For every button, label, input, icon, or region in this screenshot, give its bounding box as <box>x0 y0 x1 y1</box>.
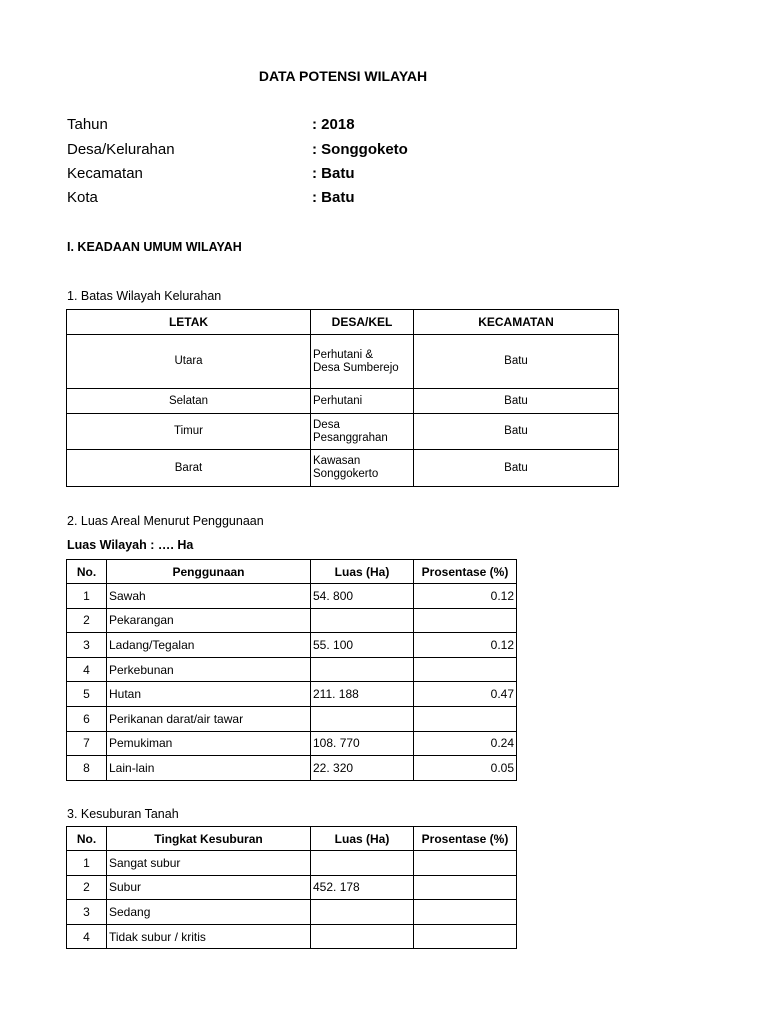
cell-no: 3 <box>67 633 107 658</box>
cell-no: 4 <box>67 657 107 682</box>
cell-letak: Barat <box>67 450 311 487</box>
header-no: No. <box>67 827 107 851</box>
cell-no: 6 <box>67 706 107 731</box>
cell-kecamatan: Batu <box>414 389 619 414</box>
cell-desa-line1: Desa <box>313 418 340 431</box>
table-row <box>67 756 517 781</box>
luas-areal-table <box>66 559 517 781</box>
cell-desa <box>311 450 414 487</box>
cell-desa-line2: Desa Sumberejo <box>313 361 399 374</box>
table-header-row <box>67 560 517 584</box>
header-no: No. <box>67 560 107 584</box>
cell-name: Sawah <box>107 584 311 609</box>
cell-luas <box>311 706 414 731</box>
cell-prosentase <box>414 851 517 876</box>
info-label-tahun: Tahun <box>67 116 108 133</box>
cell-luas <box>311 851 414 876</box>
cell-luas <box>311 657 414 682</box>
cell-prosentase <box>414 706 517 731</box>
info-value-kecamatan: : Batu <box>312 165 355 182</box>
cell-no: 8 <box>67 756 107 781</box>
cell-prosentase <box>414 608 517 633</box>
header-luas: Luas (Ha) <box>311 827 414 851</box>
header-tingkat-kesuburan: Tingkat Kesuburan <box>107 827 311 851</box>
cell-name: Tidak subur / kritis <box>107 924 311 949</box>
cell-name: Subur <box>107 875 311 900</box>
cell-desa-line2: Songgokerto <box>313 468 379 480</box>
cell-name: Hutan <box>107 682 311 707</box>
header-prosentase: Prosentase (%) <box>414 560 517 584</box>
cell-prosentase: 0.05 <box>414 756 517 781</box>
table-header-row <box>67 827 517 851</box>
table-row <box>67 731 517 756</box>
table-header-row <box>67 310 619 335</box>
cell-name: Perkebunan <box>107 657 311 682</box>
cell-kecamatan: Batu <box>414 450 619 487</box>
cell-name: Lain-lain <box>107 756 311 781</box>
cell-desa-line2: Pesanggrahan <box>313 431 388 444</box>
cell-luas: 452. 178 <box>311 875 414 900</box>
table-row <box>67 682 517 707</box>
cell-luas: 108. 770 <box>311 731 414 756</box>
info-value-desa: : Songgoketo <box>312 141 408 158</box>
cell-name: Ladang/Tegalan <box>107 633 311 658</box>
table-row <box>67 450 619 487</box>
info-label-kecamatan: Kecamatan <box>67 165 143 182</box>
cell-desa: Perhutani <box>311 389 414 414</box>
cell-name: Pekarangan <box>107 608 311 633</box>
cell-no: 2 <box>67 608 107 633</box>
header-penggunaan: Penggunaan <box>107 560 311 584</box>
cell-letak: Timur <box>67 414 311 450</box>
header-luas: Luas (Ha) <box>311 560 414 584</box>
cell-letak: Utara <box>67 335 311 389</box>
cell-no: 4 <box>67 924 107 949</box>
cell-letak: Selatan <box>67 389 311 414</box>
cell-prosentase <box>414 657 517 682</box>
cell-desa-line1: Kawasan <box>313 455 361 467</box>
batas-heading: 1. Batas Wilayah Kelurahan <box>67 289 222 303</box>
table-row <box>67 584 517 609</box>
cell-prosentase <box>414 875 517 900</box>
luas-wilayah-label: Luas Wilayah : …. Ha <box>67 538 194 552</box>
table-row <box>67 875 517 900</box>
cell-no: 1 <box>67 851 107 876</box>
cell-kecamatan: Batu <box>414 414 619 450</box>
cell-prosentase: 0.24 <box>414 731 517 756</box>
page-title: DATA POTENSI WILAYAH <box>258 68 428 84</box>
cell-no: 5 <box>67 682 107 707</box>
cell-name: Pemukiman <box>107 731 311 756</box>
cell-prosentase: 0.12 <box>414 584 517 609</box>
cell-name: Sangat subur <box>107 851 311 876</box>
cell-name: Sedang <box>107 900 311 925</box>
cell-prosentase: 0.12 <box>414 633 517 658</box>
table-row <box>67 851 517 876</box>
info-value-kota: : Batu <box>312 189 355 206</box>
table-row <box>67 924 517 949</box>
table-row <box>67 706 517 731</box>
cell-name: Perikanan darat/air tawar <box>107 706 311 731</box>
header-desa-kel: DESA/KEL <box>311 310 414 335</box>
table-row <box>67 900 517 925</box>
cell-no: 1 <box>67 584 107 609</box>
cell-kecamatan: Batu <box>414 335 619 389</box>
cell-luas: 22. 320 <box>311 756 414 781</box>
kesuburan-tanah-table <box>66 826 517 949</box>
table-row <box>67 414 619 450</box>
cell-prosentase: 0.47 <box>414 682 517 707</box>
batas-wilayah-table <box>66 309 619 487</box>
cell-luas <box>311 900 414 925</box>
header-letak: LETAK <box>67 310 311 335</box>
cell-desa <box>311 335 414 389</box>
header-kecamatan: KECAMATAN <box>414 310 619 335</box>
info-value-tahun: : 2018 <box>312 116 355 133</box>
table-row <box>67 608 517 633</box>
header-prosentase: Prosentase (%) <box>414 827 517 851</box>
cell-luas: 211. 188 <box>311 682 414 707</box>
table-row <box>67 633 517 658</box>
cell-desa-line1: Perhutani & <box>313 348 374 361</box>
cell-luas <box>311 608 414 633</box>
table-row <box>67 335 619 389</box>
cell-luas: 55. 100 <box>311 633 414 658</box>
info-label-kota: Kota <box>67 189 98 206</box>
cell-prosentase <box>414 900 517 925</box>
cell-luas <box>311 924 414 949</box>
info-label-desa: Desa/Kelurahan <box>67 141 175 158</box>
cell-prosentase <box>414 924 517 949</box>
table-row <box>67 657 517 682</box>
section-heading-keadaan: I. KEADAAN UMUM WILAYAH <box>67 240 242 254</box>
cell-no: 2 <box>67 875 107 900</box>
luas-heading: 2. Luas Areal Menurut Penggunaan <box>67 514 264 528</box>
cell-no: 3 <box>67 900 107 925</box>
kesuburan-heading: 3. Kesuburan Tanah <box>67 807 179 821</box>
cell-desa <box>311 414 414 450</box>
table-row <box>67 389 619 414</box>
cell-luas: 54. 800 <box>311 584 414 609</box>
cell-no: 7 <box>67 731 107 756</box>
